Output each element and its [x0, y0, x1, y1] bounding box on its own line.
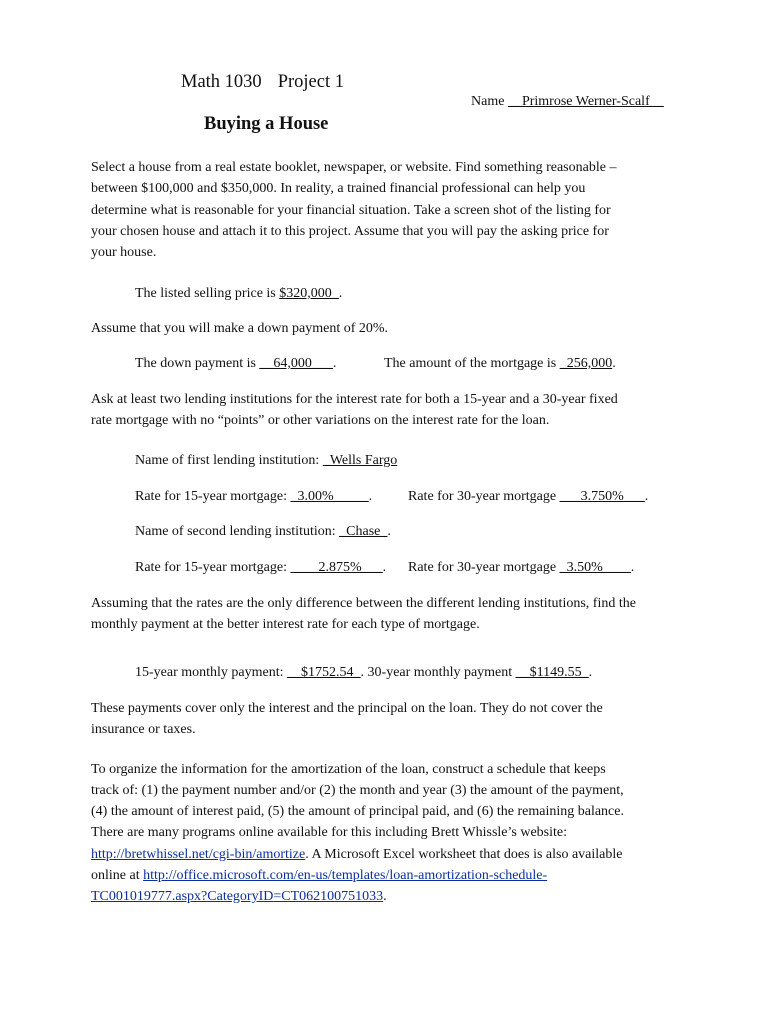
course-name: Math 1030 [181, 72, 262, 92]
lender1-rate30-label: Rate for 30-year mortgage [408, 489, 560, 504]
intro-line-4: your chosen house and attach it to this project. Assume that you will pay the asking price for [91, 224, 609, 239]
down-payment-intro: Assume that you will make a down payment of 20%. [91, 321, 389, 336]
student-name-line [471, 94, 664, 110]
amortization-line-4: There are many programs online available for this including Brett Whissle’s website: [91, 825, 567, 840]
lender2-rate30-label: Rate for 30-year mortgage [408, 560, 560, 575]
amortization-line-6-text: online at [91, 868, 144, 883]
assuming-line-2: monthly payment at the better interest rate for each type of mortgage. [91, 617, 480, 632]
lender2-rate30-line [408, 560, 634, 576]
lender1-rates-line [135, 489, 372, 505]
amortization-line-5-text: . A Microsoft Excel worksheet that does is also available [305, 847, 623, 862]
mortgage-amount-value: _256,000 [559, 356, 613, 371]
down-payment-line [135, 356, 336, 372]
payment15-value: __$1752.54_ [287, 665, 361, 680]
excel-template-link-part1[interactable]: http://office.microsoft.com/en-us/templates/loan-amortization-schedule- [143, 868, 548, 883]
selling-price-line [135, 286, 342, 302]
lender1-rate15-value: _3.00%_____ [290, 489, 369, 504]
lender1-rate30-suffix: . [644, 489, 649, 504]
intro-line-1: Select a house from a real estate booklet, newspaper, or website. Find something reasonable – [91, 160, 617, 175]
down-payment-label: The down payment is [135, 356, 260, 371]
down-payment-suffix: . [332, 356, 337, 371]
lender1-rate30-line [408, 489, 648, 505]
payment30-suffix: . [588, 665, 593, 680]
mortgage-amount-suffix: . [612, 356, 616, 371]
amortization-line-2: track of: (1) the payment number and/or (2) the month and year (3) the amount of the payment, [91, 783, 624, 798]
lender2-rate15-label: Rate for 15-year mortgage: [135, 560, 291, 575]
lender2-name-label: Name of second lending institution: [135, 524, 340, 539]
project-name: Project 1 [277, 72, 344, 92]
mortgage-amount-label: The amount of the mortgage is [384, 356, 560, 371]
assuming-line-1: Assuming that the rates are the only difference between the different lending institutions, find the [91, 596, 636, 611]
intro-line-2: between $100,000 and $350,000. In reality, a trained financial professional can help you [91, 181, 586, 196]
student-name: __Primrose Werner-Scalf__ [507, 94, 664, 109]
amortize-link[interactable]: http://bretwhissel.net/cgi-bin/amortize [91, 847, 306, 862]
lender2-rate15-value: ____2.875%___ [290, 560, 383, 575]
selling-price-label: The listed selling price is [135, 286, 280, 301]
payment30-label: 30-year monthly payment [364, 665, 516, 680]
lender2-name-value: _Chase_ [339, 524, 388, 539]
document-subtitle: Buying a House [204, 114, 329, 134]
lender2-rate30-suffix: . [630, 560, 635, 575]
lender1-rate30-value: ___3.750%___ [559, 489, 645, 504]
amortization-line-1: To organize the information for the amortization of the loan, construct a schedule that keeps [91, 762, 606, 777]
amortization-line-3: (4) the amount of interest paid, (5) the amount of principal paid, and (6) the remaining balance. [91, 804, 624, 819]
lender1-name-value: _Wells Fargo [322, 453, 398, 468]
lending-intro-line-2: rate mortgage with no “points” or other variations on the interest rate for the loan. [91, 413, 550, 428]
lender1-rate15-label: Rate for 15-year mortgage: [135, 489, 291, 504]
cover-line-1: These payments cover only the interest and the principal on the loan. They do not cover the [91, 701, 603, 716]
lender1-rate15-suffix: . [368, 489, 373, 504]
payment15-suffix: . [360, 665, 365, 680]
payment15-line [135, 665, 592, 681]
lender1-name-label: Name of first lending institution: [135, 453, 323, 468]
excel-template-link-part2[interactable]: TC001019777.aspx?CategoryID=CT062100751033 [91, 889, 384, 904]
selling-price-value: $320,000_ [279, 286, 339, 301]
lending-intro-line-1: Ask at least two lending institutions for the interest rate for both a 15-year and a 30-year fixed [91, 392, 618, 407]
lender2-name-suffix: . [387, 524, 391, 539]
cover-line-2: insurance or taxes. [91, 722, 196, 737]
intro-line-5: your house. [91, 245, 157, 260]
payment30-value: __$1149.55_ [515, 665, 589, 680]
mortgage-amount-line [384, 356, 616, 372]
lender2-name-line [135, 524, 391, 540]
amortization-end: . [383, 889, 387, 904]
lender2-rate30-value: _3.50%____ [559, 560, 631, 575]
lender2-rate15-suffix: . [382, 560, 387, 575]
amortization-line-7 [91, 889, 387, 905]
lender2-rates-line [135, 560, 386, 576]
amortization-line-6 [91, 868, 547, 884]
intro-line-3: determine what is reasonable for your financial situation. Take a screen shot of the listing for [91, 203, 611, 218]
selling-price-suffix: . [338, 286, 343, 301]
name-label: Name [471, 94, 505, 109]
amortization-line-5 [91, 847, 623, 863]
lender1-name-line [135, 453, 397, 469]
payment15-label: 15-year monthly payment: [135, 665, 288, 680]
document-title [181, 72, 344, 93]
down-payment-value: __64,000___ [259, 356, 333, 371]
